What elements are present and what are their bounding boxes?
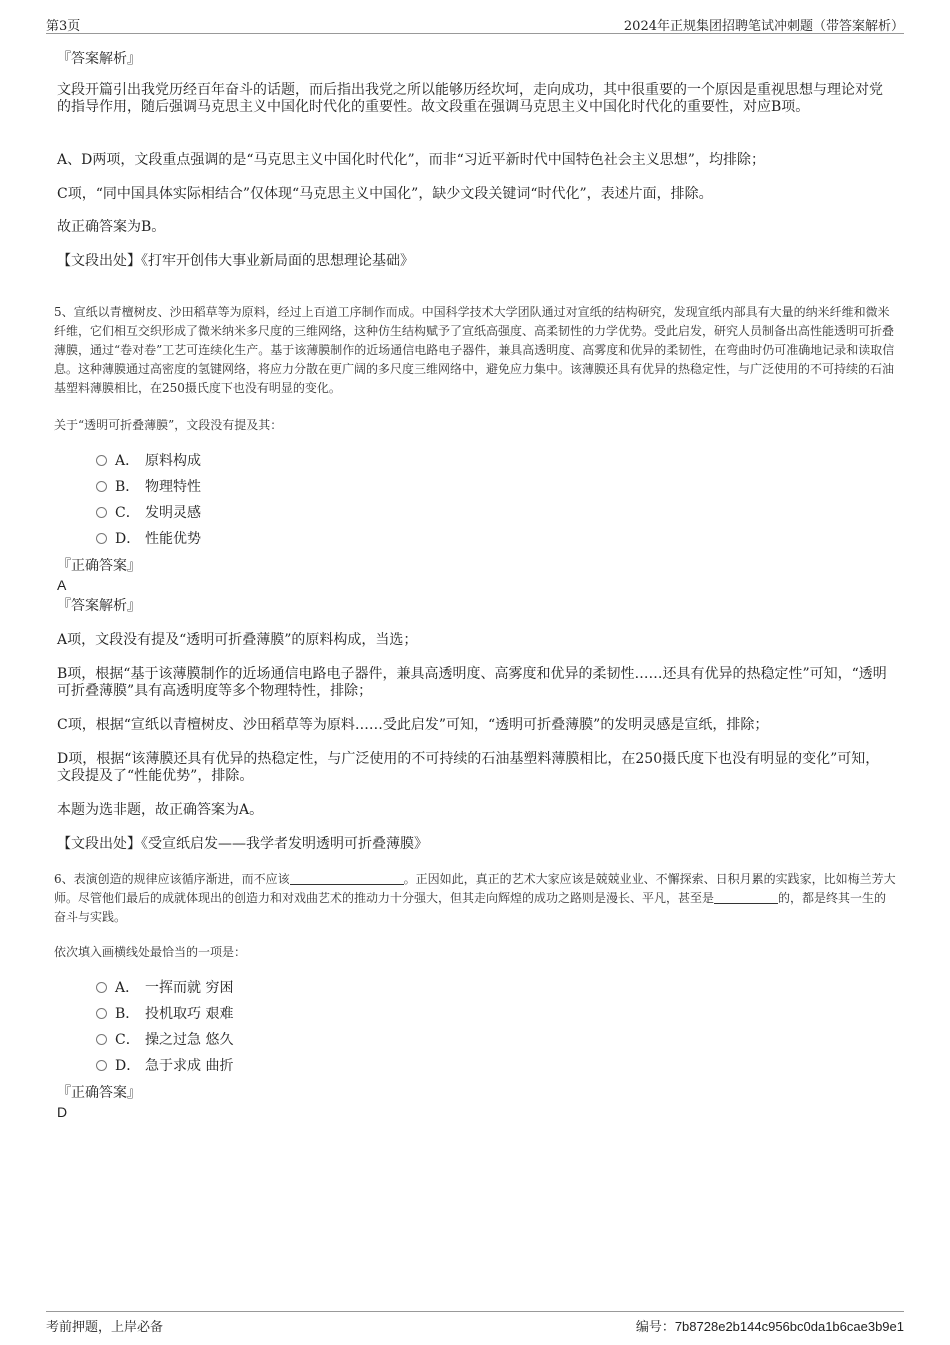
q5-analysis-conclusion: 本题为选非题，故正确答案为A。 — [57, 802, 264, 818]
q6-correct-label: 『正确答案』 — [57, 1085, 141, 1101]
prev-source: 【文段出处】《打牢开创伟大事业新局面的思想理论基础》 — [57, 253, 414, 269]
radio-icon[interactable] — [96, 1008, 107, 1019]
q5-analysis-d: D项，根据“该薄膜还具有优异的热稳定性，与广泛使用的不可持续的石油基塑料薄膜相比，在250摄氏度下也没有明显的变化”可知，文段提及了“性能优势”，排除。 — [57, 751, 880, 784]
q6-option-c[interactable]: C． 操之过急 悠久 — [96, 1027, 233, 1053]
document-title: 2024年正规集团招聘笔试冲刺题（带答案解析） — [623, 19, 904, 34]
prev-analysis-p3: C项，“同中国具体实际相结合”仅体现“马克思主义中国化”，缺少文段关键词“时代化”，表述片面，排除。 — [57, 186, 713, 202]
q5-analysis-a: A项，文段没有提及“透明可折叠薄膜”的原料构成，当选； — [57, 632, 418, 648]
q5-correct-answer: A — [57, 577, 67, 593]
footer-code: 编号：7b8728e2b144c956bc0da1b6cae3b9e1 — [635, 1319, 904, 1335]
radio-icon[interactable] — [96, 1034, 107, 1045]
q5-source: 【文段出处】《受宣纸启发——我学者发明透明可折叠薄膜》 — [57, 836, 428, 852]
footer-slogan: 考前押题，上岸必备 — [46, 1320, 164, 1335]
radio-icon[interactable] — [96, 533, 107, 544]
q6-option-a[interactable]: A． 一挥而就 穷困 — [96, 975, 233, 1001]
prev-analysis-p2: A、D两项，文段重点强调的是“马克思主义中国化时代化”，而非“习近平新时代中国特色社会主义思想”，均排除； — [57, 152, 765, 168]
radio-icon[interactable] — [96, 481, 107, 492]
q5-correct-label: 『正确答案』 — [57, 558, 141, 574]
q5-option-b[interactable]: B． 物理特性 — [96, 474, 201, 500]
radio-icon[interactable] — [96, 982, 107, 993]
fill-blank-2[interactable] — [714, 890, 778, 904]
prev-analysis-label: 『答案解析』 — [57, 51, 141, 67]
q6-prompt: 依次填入画横线处最恰当的一项是： — [54, 945, 247, 959]
q6-passage: 6、表演创造的规律应该循序渐进，而不应该 。正因如此，真正的艺术大家应该是兢兢业业、不懈探索、日积月累的实践家，比如梅兰芳大师。尽管他们最后的成就体现出的创造力和对戏曲艺术的推动力十分强大，但其走向辉煌的成功之路则是漫长、平凡，甚至是 的，都是终其一生的奋斗与实践。 — [54, 872, 896, 924]
fill-blank-1[interactable] — [290, 871, 404, 885]
q5-analysis-label: 『答案解析』 — [57, 598, 141, 614]
page-footer — [46, 1311, 904, 1334]
q5-analysis-b: B项，根据“基于该薄膜制作的近场通信电路电子器件，兼具高透明度、高雾度和优异的柔韧性……还具有优异的热稳定性”可知，“透明可折叠薄膜”具有高透明度等多个物理特性，排除； — [57, 666, 887, 699]
q5-options — [96, 448, 201, 552]
page-header — [46, 13, 904, 34]
radio-icon[interactable] — [96, 455, 107, 466]
q5-option-d[interactable]: D． 性能优势 — [96, 526, 201, 552]
q5-prompt: 关于“透明可折叠薄膜”，文段没有提及其： — [54, 418, 283, 432]
radio-icon[interactable] — [96, 507, 107, 518]
prev-analysis-p1: 文段开篇引出我党历经百年奋斗的话题，而后指出我党之所以能够历经坎坷，走向成功，其中很重要的一个原因是重视思想与理论对党的指导作用，随后强调马克思主义中国化时代化的重要性。故文段重在强调马克思主义中国化时代化的重要性，对应B项。 — [57, 82, 883, 115]
q6-options — [96, 975, 233, 1079]
page-number: 第3页 — [46, 19, 81, 34]
q6-option-b[interactable]: B． 投机取巧 艰难 — [96, 1001, 233, 1027]
q5-option-c[interactable]: C． 发明灵感 — [96, 500, 201, 526]
q5-option-a[interactable]: A． 原料构成 — [96, 448, 201, 474]
q5-passage: 5、宣纸以青檀树皮、沙田稻草等为原料，经过上百道工序制作而成。中国科学技术大学团队通过对宣纸的结构研究，发现宣纸内部具有大量的纳米纤维和微米纤维，它们相互交织形成了微米纳米多尺度的三维网络，这种仿生结构赋予了宣纸高强度、高柔韧性的力学优势。受此启发，研究人员制备出高性能透明可折叠薄膜，通过“卷对卷”工艺可连续化生产。基于该薄膜制作的近场通信电路电子器件，兼具高透明度、高雾度和优异的柔韧性，在弯曲时仍可准确地记录和读取信息。这种薄膜通过高密度的氢键网络，将应力分散在更广阔的多尺度三维网络中，避免应力集中。该薄膜还具有优异的热稳定性，与广泛使用的不可持续的石油基塑料薄膜相比，在250摄氏度下也没有明显的变化。 — [54, 305, 895, 395]
q6-option-d[interactable]: D． 急于求成 曲折 — [96, 1053, 233, 1079]
q5-analysis-c: C项，根据“宣纸以青檀树皮、沙田稻草等为原料……受此启发”可知，“透明可折叠薄膜”的发明灵感是宣纸，排除； — [57, 717, 769, 733]
prev-analysis-p4: 故正确答案为B。 — [57, 219, 166, 235]
radio-icon[interactable] — [96, 1060, 107, 1071]
q6-correct-answer: D — [57, 1104, 68, 1120]
